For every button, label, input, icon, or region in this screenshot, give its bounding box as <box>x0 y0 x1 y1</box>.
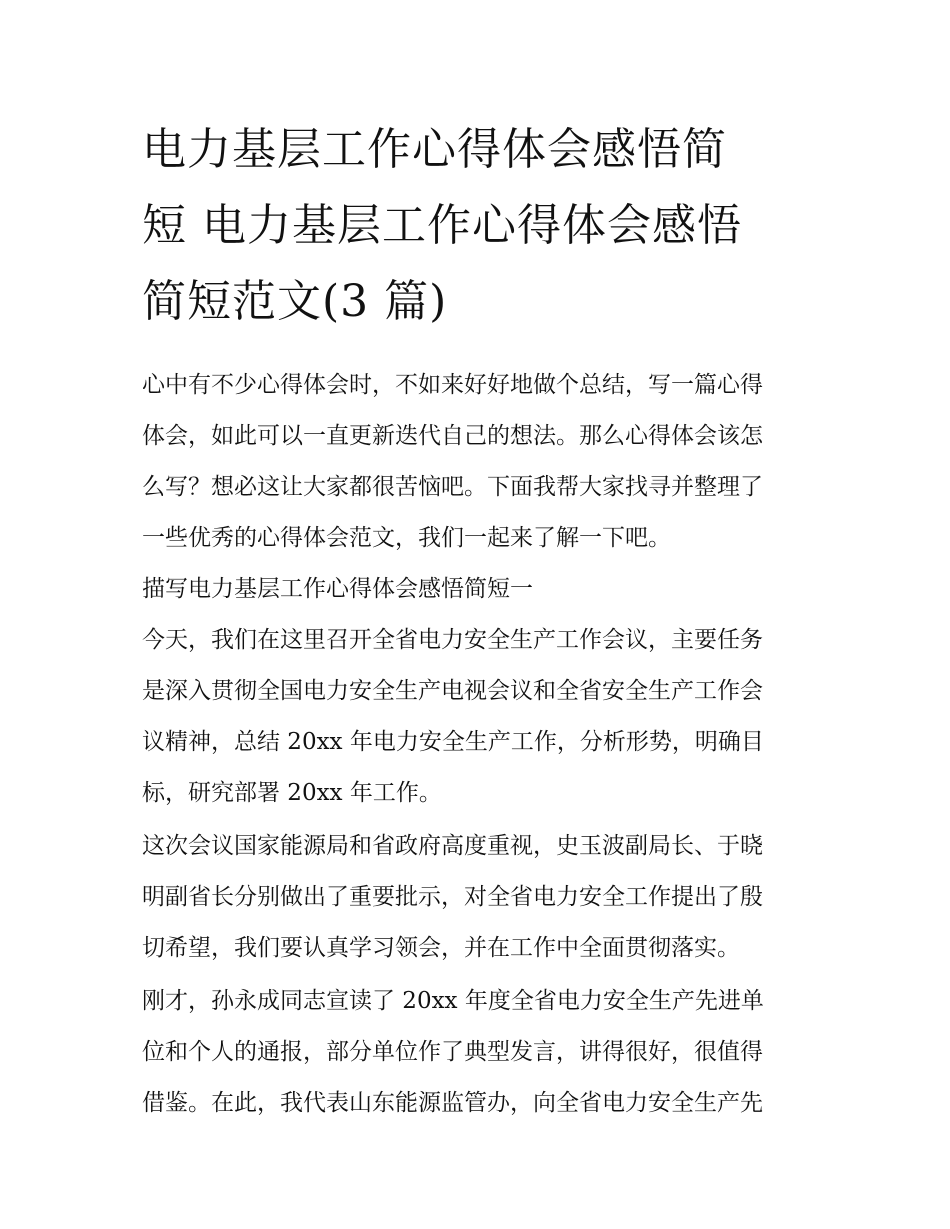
document-body <box>142 360 812 1129</box>
text-line: 今天，我们在这里召开全省电力安全生产工作会议，主要任务 <box>142 627 763 653</box>
text-line: 心中有不少心得体会时，不如来好好地做个总结，写一篇心得 <box>142 372 763 398</box>
title-line-1: 电力基层工作心得体会感悟简 <box>142 124 727 175</box>
text-line: 描写电力基层工作心得体会感悟简短一 <box>142 576 533 602</box>
text-line: 是深入贯彻全国电力安全生产电视会议和全省安全生产工作会 <box>142 678 763 704</box>
title-line-2: 短 电力基层工作心得体会感悟 <box>142 200 742 251</box>
intro-paragraph <box>142 360 812 564</box>
text-line: 刚才，孙永成同志宣读了 20xx 年度全省电力安全生产先进单 <box>142 988 764 1014</box>
text-line: 切希望，我们要认真学习领会，并在工作中全面贯彻落实。 <box>142 935 740 961</box>
text-line: 一些优秀的心得体会范文，我们一起来了解一下吧。 <box>142 525 671 551</box>
text-line: 议精神，总结 20xx 年电力安全生产工作，分析形势，明确目 <box>142 729 764 755</box>
text-line: 体会，如此可以一直更新迭代自己的想法。那么心得体会该怎 <box>142 423 763 449</box>
section-heading <box>142 564 812 615</box>
text-line: 这次会议国家能源局和省政府高度重视，史玉波副局长、于晓 <box>142 833 763 859</box>
paragraph-2 <box>142 821 812 974</box>
document-title <box>142 112 812 340</box>
title-line-3: 简短范文(3 篇) <box>142 276 448 327</box>
paragraph-1 <box>142 615 812 819</box>
text-line: 么写？想必这让大家都很苦恼吧。下面我帮大家找寻并整理了 <box>142 474 763 500</box>
text-line: 明副省长分别做出了重要批示，对全省电力安全工作提出了殷 <box>142 884 763 910</box>
paragraph-3 <box>142 976 812 1129</box>
text-line: 标，研究部署 20xx 年工作。 <box>142 780 442 806</box>
text-line: 位和个人的通报，部分单位作了典型发言，讲得很好，很值得 <box>142 1039 763 1065</box>
text-line: 借鉴。在此，我代表山东能源监管办，向全省电力安全生产先 <box>142 1090 763 1116</box>
